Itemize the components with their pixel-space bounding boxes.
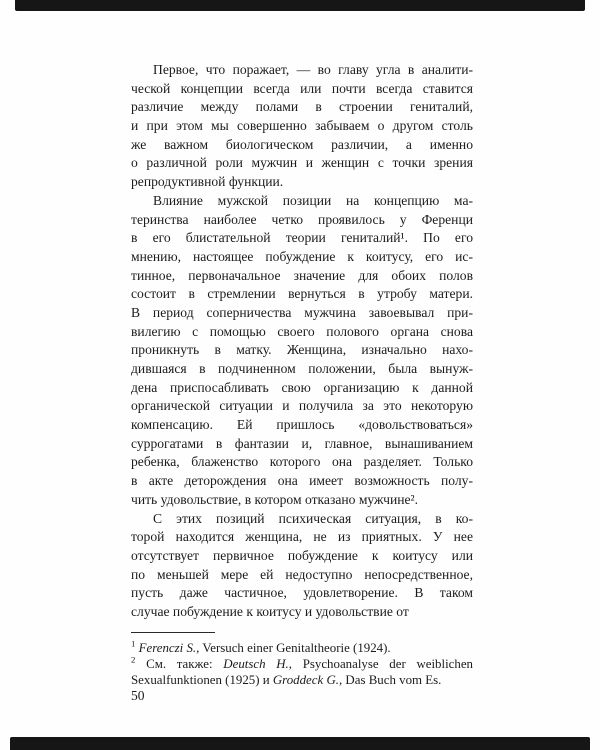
text-line: вилегию с помощью своего полового органа снова xyxy=(131,323,473,339)
text-line: репродуктивной функции. xyxy=(131,174,284,190)
text-line: о различной роли мужчин и женщин с точки зрения xyxy=(131,155,473,171)
footnote-marker: 2 xyxy=(131,654,136,665)
text-line: пусть даже частичное, удовлетворение. В таком xyxy=(131,585,473,601)
text-line: ческой концепции всегда или почти всегда ставится xyxy=(131,80,473,96)
footnote-marker: 1 xyxy=(131,638,136,649)
body-paragraph xyxy=(131,192,473,510)
text-line: в его блистательной теории гениталий¹. По его xyxy=(131,230,473,246)
text-line: органической ситуации и получила за это некоторую xyxy=(131,398,473,414)
scan-edge-top xyxy=(15,0,585,11)
text-line: торой находится женщина, не из приятных. У нее xyxy=(131,529,473,545)
footnote-text: Versuch einer Genitaltheorie (1924). xyxy=(199,640,391,655)
text-line: Влияние мужской позиции на концепцию ма- xyxy=(153,192,473,208)
footnote-text: Psychoanalyse der weiblichen Sexualfunktionen (1925) и xyxy=(131,656,474,687)
text-line: дившаяся в подчиненном положении, была вынуж- xyxy=(131,361,473,376)
text-line: отсутствует первичное побуждение к коитусу или xyxy=(131,547,473,563)
footnote-text: См. также: xyxy=(146,656,224,671)
text-line: суррогатами в фантазии и, главное, вынашиванием xyxy=(131,435,473,451)
text-line: тинное, первоначальное значение для обоих полов xyxy=(131,267,473,283)
body-paragraph xyxy=(131,510,473,622)
text-line: проникнуть в матку. Женщина, изначально нахо- xyxy=(131,342,473,358)
text-line: случае побуждение к коитусу и удовольствие от xyxy=(131,603,409,619)
footnote xyxy=(131,656,473,688)
footnote-author: Deutsch H., xyxy=(223,656,292,671)
page-number: 50 xyxy=(131,688,145,703)
text-line: дена приспосабливать свою организацию к данной xyxy=(131,379,473,395)
footnote-text: Das Buch vom Es. xyxy=(342,672,442,687)
footnote xyxy=(131,640,473,656)
text-line: же важном биологическом различии, а именно xyxy=(131,136,473,152)
text-line: В период соперничества мужчина завоевывал при- xyxy=(131,304,473,320)
text-line: различие между полами в строении гениталий, xyxy=(131,99,473,115)
text-line: чить удовольствие, в котором отказано мужчине². xyxy=(131,491,419,507)
footnotes xyxy=(131,640,473,688)
text-line: в акте деторождения она имеет возможность полу- xyxy=(131,473,473,489)
scan-edge-bottom xyxy=(10,737,590,750)
text-line: по меньшей мере ей недоступно непосредственное, xyxy=(131,566,473,582)
footnote-author: Ferenczi S., xyxy=(138,640,200,655)
footnote-author: Groddeck G., xyxy=(272,672,343,687)
body-text xyxy=(131,61,473,622)
text-line: состоит в стремлении вернуться в утробу матери. xyxy=(131,286,473,302)
body-paragraph xyxy=(131,61,473,192)
text-line: и при этом мы совершенно забываем о другом столь xyxy=(131,118,473,134)
text-line: Первое, что поражает, — во главу угла в аналити- xyxy=(153,62,473,77)
text-block xyxy=(131,61,473,688)
text-line: С этих позиций психическая ситуация, в ко- xyxy=(153,510,473,526)
footnote-divider xyxy=(131,632,215,633)
text-line: теринства наиболее четко проявилось у Ференци xyxy=(131,211,473,227)
text-line: ребенка, блаженство которого она разделяет. Только xyxy=(131,454,473,470)
text-line: компенсацию. Ей пришлось «довольствоваться» xyxy=(131,417,473,433)
text-line: мнению, настоящее побуждение к коитусу, его ис- xyxy=(131,248,473,264)
